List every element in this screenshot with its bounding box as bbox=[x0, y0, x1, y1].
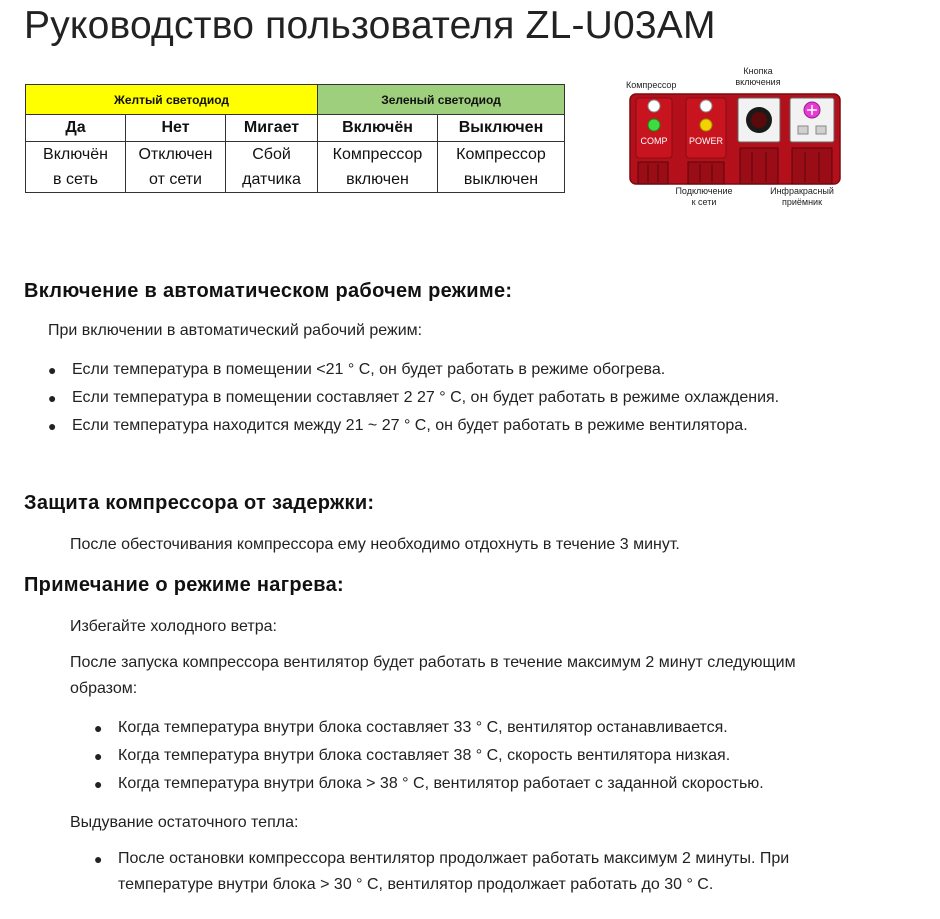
bullet-icon: ● bbox=[48, 418, 57, 434]
list-item bbox=[48, 384, 779, 412]
heating-after-start bbox=[70, 650, 796, 702]
list-item bbox=[94, 770, 764, 798]
cell-line: от сети bbox=[149, 171, 202, 188]
cell-blinks bbox=[226, 142, 318, 193]
table-header-row bbox=[26, 115, 565, 142]
list-item-text: температуре внутри блока > 30 ° C, вентилятор продолжает работать до 30 ° C. bbox=[118, 876, 714, 893]
cell-line: датчика bbox=[242, 171, 301, 188]
cell-yes bbox=[26, 142, 126, 193]
list-item bbox=[48, 412, 779, 440]
list-item bbox=[48, 356, 779, 384]
yellow-led-icon bbox=[700, 119, 712, 131]
power-label: POWER bbox=[688, 136, 724, 146]
bullet-icon: ● bbox=[94, 720, 103, 736]
connector-icon bbox=[688, 162, 724, 184]
header-off: Выключен bbox=[438, 115, 565, 142]
connector-icon bbox=[792, 148, 832, 184]
cell-line: в сеть bbox=[53, 171, 98, 188]
auto-mode-list bbox=[48, 356, 779, 440]
group-green-led: Зеленый светодиод bbox=[318, 85, 565, 115]
heating-fan-list bbox=[94, 714, 764, 798]
power-button-inner-icon bbox=[751, 112, 767, 128]
delay-text: После обесточивания компрессора ему необходимо отдохнуть в течение 3 минут. bbox=[70, 536, 680, 553]
page-title: Руководство пользователя ZL-U03AM bbox=[24, 4, 716, 47]
pin-icon bbox=[816, 126, 826, 134]
label-network bbox=[664, 186, 744, 208]
cell-on bbox=[318, 142, 438, 193]
table-group-row bbox=[26, 85, 565, 115]
list-item-text: Если температура в помещении составляет 2 27 ° C, он будет работать в режиме охлаждения. bbox=[72, 389, 780, 406]
list-item-text: После остановки компрессора вентилятор продолжает работать максимум 2 минуты. При bbox=[118, 850, 790, 867]
heating-cold-wind: Избегайте холодного ветра: bbox=[70, 618, 277, 635]
label-compressor: Компрессор bbox=[626, 80, 677, 90]
bullet-icon: ● bbox=[94, 748, 103, 764]
comp-label: COMP bbox=[640, 136, 668, 146]
cell-line: Включён bbox=[43, 146, 108, 163]
pin-icon bbox=[798, 126, 808, 134]
label-ir-receiver bbox=[762, 186, 842, 208]
white-led-icon bbox=[700, 100, 712, 112]
cell-line: Отключен bbox=[138, 146, 213, 163]
paragraph-line: После запуска компрессора вентилятор будет работать в течение максимум 2 минут следующим bbox=[70, 654, 796, 671]
connector-icon bbox=[740, 148, 778, 184]
header-blinks: Мигает bbox=[226, 115, 318, 142]
cell-line: выключен bbox=[463, 171, 539, 188]
table-row bbox=[26, 142, 565, 193]
label-line: приёмник bbox=[781, 197, 823, 207]
paragraph-line: образом: bbox=[70, 680, 138, 697]
cell-off bbox=[438, 142, 565, 193]
label-line: Кнопка bbox=[743, 66, 773, 76]
cell-line: Сбой bbox=[252, 146, 291, 163]
bullet-icon: ● bbox=[48, 362, 57, 378]
bullet-icon: ● bbox=[94, 851, 103, 867]
list-item bbox=[94, 846, 789, 898]
cell-no bbox=[126, 142, 226, 193]
label-line: Подключение bbox=[675, 186, 733, 196]
cell-line: Компрессор bbox=[456, 146, 546, 163]
label-line: к сети bbox=[691, 197, 717, 207]
list-item-text: Когда температура внутри блока > 38 ° C, вентилятор работает с заданной скоростью. bbox=[118, 775, 764, 792]
bullet-icon: ● bbox=[94, 776, 103, 792]
heating-residual: Выдувание остаточного тепла: bbox=[70, 814, 299, 831]
header-on: Включён bbox=[318, 115, 438, 142]
group-yellow-led: Желтый светодиод bbox=[26, 85, 318, 115]
control-panel-diagram bbox=[624, 60, 854, 220]
section-heading-auto-mode: Включение в автоматическом рабочем режиме: bbox=[24, 280, 513, 302]
list-item-text: Когда температура внутри блока составляет 33 ° C, вентилятор останавливается. bbox=[118, 719, 728, 736]
residual-heat-list bbox=[94, 846, 789, 898]
list-item bbox=[94, 742, 764, 770]
header-no: Нет bbox=[126, 115, 226, 142]
label-line: Инфракрасный bbox=[770, 186, 834, 196]
white-led-icon bbox=[648, 100, 660, 112]
auto-mode-intro: При включении в автоматический рабочий режим: bbox=[48, 322, 423, 339]
section-heading-heating: Примечание о режиме нагрева: bbox=[24, 574, 344, 596]
list-item bbox=[94, 714, 764, 742]
cell-line: включен bbox=[346, 171, 409, 188]
connector-icon bbox=[638, 162, 668, 184]
section-heading-delay: Защита компрессора от задержки: bbox=[24, 492, 375, 514]
bullet-icon: ● bbox=[48, 390, 57, 406]
label-power-button bbox=[728, 66, 788, 88]
label-line: включения bbox=[735, 77, 781, 87]
cell-line: Компрессор bbox=[332, 146, 423, 163]
header-yes: Да bbox=[26, 115, 126, 142]
list-item-text: Когда температура внутри блока составляет 38 ° C, скорость вентилятора низкая. bbox=[118, 747, 731, 764]
led-status-table bbox=[25, 84, 565, 193]
list-item-text: Если температура в помещении <21 ° C, он будет работать в режиме обогрева. bbox=[72, 361, 666, 378]
green-led-icon bbox=[648, 119, 660, 131]
list-item-text: Если температура находится между 21 ~ 27 ° C, он будет работать в режиме вентилятора. bbox=[72, 417, 748, 434]
